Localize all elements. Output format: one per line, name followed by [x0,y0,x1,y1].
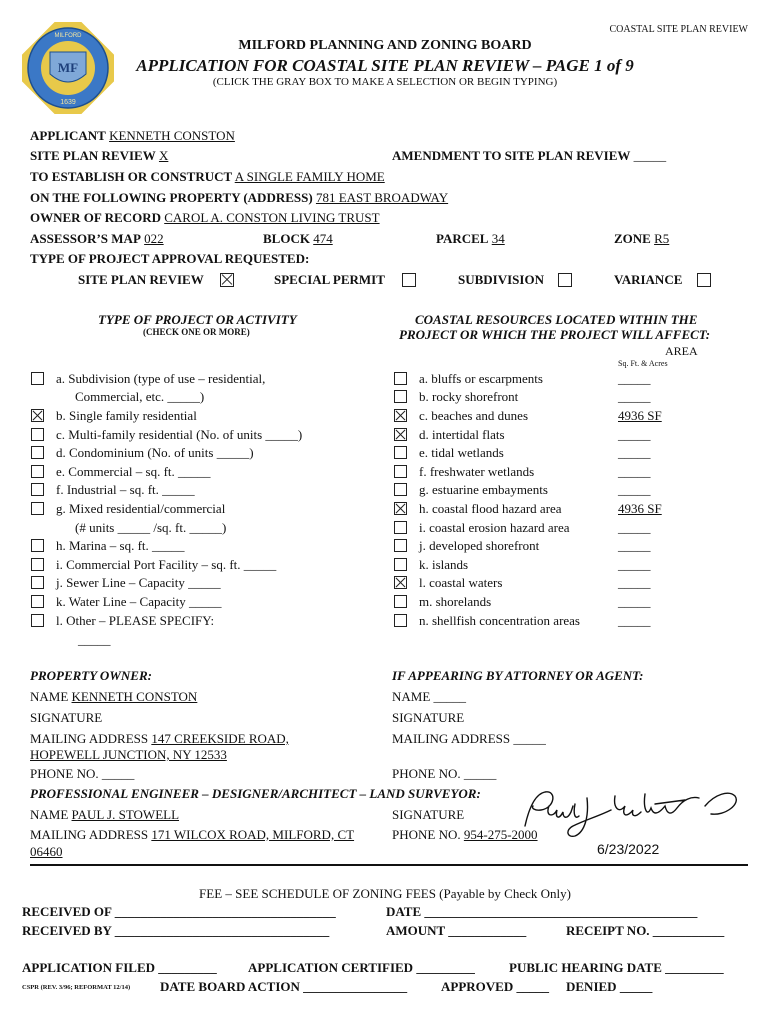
resource-b-label: b. rocky shorefront [419,389,519,404]
area-column-label: AREA [665,344,698,358]
engineer-signature[interactable] [515,786,745,842]
zone-label: ZONE [614,231,651,246]
owner-name-label: NAME [30,689,69,704]
engineer-signature-label: SIGNATURE [392,807,465,822]
approved-field[interactable]: APPROVED _____ [441,979,549,994]
engineer-address-line2[interactable]: 06460 [30,844,63,859]
project-f-label: f. Industrial – sq. ft. _____ [56,482,195,497]
agent-phone-field[interactable]: _____ [463,766,497,781]
property-address-label: ON THE FOLLOWING PROPERTY (ADDRESS) [30,190,313,205]
received-of-field[interactable]: RECEIVED OF __________________________________ [22,904,336,919]
form-revision-id: CSPR (REV. 3/96; REFORMAT 12/14) [22,984,131,991]
resource-n-checkbox[interactable] [394,614,407,627]
assessor-map-row [30,231,164,247]
property-address-row [30,190,448,206]
project-type-heading: TYPE OF PROJECT OR ACTIVITY [98,312,297,327]
owner-of-record-label: OWNER OF RECORD [30,210,161,225]
applicant-row [30,128,235,144]
block-row [263,231,333,247]
date-field[interactable]: DATE __________________________________________ [386,904,698,919]
resource-e-checkbox[interactable] [394,446,407,459]
agent-heading: IF APPEARING BY ATTORNEY OR AGENT: [392,668,644,683]
project-e-checkbox[interactable] [31,465,44,478]
resource-g-checkbox[interactable] [394,483,407,496]
resource-d-checkbox[interactable] [394,428,407,441]
agent-address-label: MAILING ADDRESS [392,731,511,746]
resource-c-checkbox[interactable] [394,409,407,422]
project-c-label: c. Multi-family residential (No. of units _____) [56,427,303,442]
amount-field[interactable]: AMOUNT ____________ [386,923,527,938]
receipt-no-field[interactable]: RECEIPT NO. ___________ [566,923,725,938]
agent-name-row [392,689,466,705]
parcel-row [436,231,505,247]
resource-g-label: g. estuarine embayments [419,482,548,497]
project-a-checkbox[interactable] [31,372,44,385]
amendment-row [392,148,666,164]
owner-address-row [30,731,289,747]
project-e-label: e. Commercial – sq. ft. _____ [56,464,211,479]
owner-address-line2[interactable]: HOPEWELL JUNCTION, NY 12533 [30,747,227,762]
coastal-resources-heading-1: COASTAL RESOURCES LOCATED WITHIN THE [415,312,698,327]
resource-a-area-field[interactable]: _____ [618,371,651,386]
resource-c-area-field[interactable]: 4936 SF [618,408,662,423]
approval-type-heading: TYPE OF PROJECT APPROVAL REQUESTED: [30,251,310,266]
owner-address-label: MAILING ADDRESS [30,731,149,746]
resource-d-label: d. intertidal flats [419,427,505,442]
property-address-field[interactable]: 781 EAST BROADWAY [315,190,449,205]
board-action-date-field[interactable]: DATE BOARD ACTION ________________ [160,979,408,994]
site-plan-review-field[interactable]: X [158,148,169,163]
establish-row [30,169,385,185]
resource-n-area-field[interactable]: _____ [618,613,651,628]
project-f-checkbox[interactable] [31,483,44,496]
owner-phone-row [30,766,134,782]
engineer-name-label: NAME [30,807,69,822]
board-name: MILFORD PLANNING AND ZONING BOARD [238,38,532,53]
approval-special-permit-label: SPECIAL PERMIT [274,272,385,287]
project-i-label: i. Commercial Port Facility – sq. ft. _____ [56,557,277,572]
project-g-checkbox[interactable] [31,502,44,515]
resource-g-area-field[interactable]: _____ [618,482,651,497]
resource-i-label: i. coastal erosion hazard area [419,520,570,535]
resource-k-label: k. islands [419,557,469,572]
resource-f-checkbox[interactable] [394,465,407,478]
approval-variance-checkbox[interactable] [697,273,711,287]
resource-i-area-field[interactable]: _____ [618,520,651,535]
agent-phone-label: PHONE NO. [392,766,461,781]
engineer-address-row [30,827,354,843]
page-title: APPLICATION FOR COASTAL SITE PLAN REVIEW – PAGE 1 of 9 [136,56,634,75]
engineer-address-field[interactable]: 171 WILCOX ROAD, MILFORD, CT [151,827,355,842]
resource-m-checkbox[interactable] [394,595,407,608]
application-certified-field[interactable]: APPLICATION CERTIFIED _________ [248,960,475,975]
applicant-field[interactable]: KENNETH CONSTON [109,128,235,143]
project-a-label-cont: Commercial, etc. _____) [75,389,205,404]
resource-l-area-field[interactable]: _____ [618,575,651,590]
approval-subdivision-label: SUBDIVISION [458,272,544,287]
resource-n-label: n. shellfish concentration areas [419,613,580,628]
parcel-label: PARCEL [436,231,489,246]
owner-of-record-field[interactable]: CAROL A. CONSTON LIVING TRUST [164,210,380,225]
application-filed-field[interactable]: APPLICATION FILED _________ [22,960,217,975]
resource-e-area-field[interactable]: _____ [618,445,651,460]
owner-address-field[interactable]: 147 CREEKSIDE ROAD, [151,731,289,746]
agent-address-field[interactable]: _____ [513,731,546,746]
resource-e-label: e. tidal wetlands [419,445,504,460]
resource-j-area-field[interactable]: _____ [618,538,651,553]
section-divider [30,864,748,866]
approval-site-plan-label: SITE PLAN REVIEW [78,272,204,287]
instruction-text: (CLICK THE GRAY BOX TO MAKE A SELECTION OR BEGIN TYPING) [212,76,558,88]
resource-m-label: m. shorelands [419,594,492,609]
zone-field[interactable]: R5 [654,231,670,246]
project-d-checkbox[interactable] [31,446,44,459]
project-c-checkbox[interactable] [31,428,44,441]
agent-phone-row [392,766,496,782]
resource-l-checkbox[interactable] [394,576,407,589]
resource-c-label: c. beaches and dunes [419,408,529,423]
resource-i-checkbox[interactable] [394,521,407,534]
project-d-label: d. Condominium (No. of units _____) [56,445,254,460]
svg-text:MF: MF [57,60,79,75]
agent-signature-label: SIGNATURE [392,710,465,725]
public-hearing-date-field[interactable]: PUBLIC HEARING DATE _________ [509,960,724,975]
resource-b-checkbox[interactable] [394,390,407,403]
amendment-field[interactable]: _____ [633,148,667,163]
agent-name-field[interactable]: _____ [433,689,467,704]
owner-name-row [30,689,197,705]
project-l-label: l. Other – PLEASE SPECIFY: [56,613,215,628]
applicant-label: APPLICANT [30,128,106,143]
resource-a-checkbox[interactable] [394,372,407,385]
owner-name-field[interactable]: KENNETH CONSTON [71,689,198,704]
engineer-name-field[interactable]: PAUL J. STOWELL [71,807,180,822]
project-k-label: k. Water Line – Capacity _____ [56,594,222,609]
owner-of-record-row [30,210,380,226]
signature-date: 6/23/2022 [597,841,660,857]
engineer-phone-label: PHONE NO. [392,827,461,842]
project-type-subheading: (CHECK ONE OR MORE) [143,327,250,337]
svg-text:1639: 1639 [60,99,76,106]
resource-j-checkbox[interactable] [394,539,407,552]
agent-name-label: NAME [392,689,431,704]
engineer-heading: PROFESSIONAL ENGINEER – DESIGNER/ARCHITECT – LAND SURVEYOR: [30,786,481,801]
project-b-checkbox[interactable] [31,409,44,422]
denied-field[interactable]: DENIED _____ [566,979,653,994]
agent-address-row [392,731,546,747]
project-h-label: h. Marina – sq. ft. _____ [56,538,185,553]
owner-phone-label: PHONE NO. [30,766,99,781]
block-label: BLOCK [263,231,310,246]
establish-label: TO ESTABLISH OR CONSTRUCT [30,169,233,184]
resource-l-label: l. coastal waters [419,575,503,590]
project-j-label: j. Sewer Line – Capacity _____ [56,575,221,590]
resource-h-checkbox[interactable] [394,502,407,515]
zone-row [614,231,669,247]
resource-h-label: h. coastal flood hazard area [419,501,562,516]
resource-h-area-field[interactable]: 4936 SF [618,501,662,516]
project-l-checkbox[interactable] [31,614,44,627]
approval-subdivision-checkbox[interactable] [558,273,572,287]
engineer-name-row [30,807,179,823]
site-plan-review-row [30,148,168,164]
project-b-label: b. Single family residential [56,408,197,423]
resource-a-label: a. bluffs or escarpments [419,371,543,386]
engineer-phone-field[interactable]: 954-275-2000 [463,827,538,842]
resource-f-label: f. freshwater wetlands [419,464,535,479]
project-g-label-cont: (# units _____ /sq. ft. _____) [75,520,227,535]
site-plan-review-label: SITE PLAN REVIEW [30,148,156,163]
resource-b-area-field[interactable]: _____ [618,389,651,404]
parcel-field[interactable]: 34 [491,231,505,246]
project-k-checkbox[interactable] [31,595,44,608]
received-by-field[interactable]: RECEIVED BY _________________________________ [22,923,330,938]
fee-note: FEE – SEE SCHEDULE OF ZONING FEES (Payable by Check Only) [199,886,571,901]
block-field[interactable]: 474 [313,231,333,246]
resource-f-area-field[interactable]: _____ [618,464,651,479]
amendment-label: AMENDMENT TO SITE PLAN REVIEW [392,148,631,163]
svg-text:MILFORD: MILFORD [54,33,82,39]
project-j-checkbox[interactable] [31,576,44,589]
property-owner-heading: PROPERTY OWNER: [30,668,152,683]
coastal-resources-heading-2: PROJECT OR WHICH THE PROJECT WILL AFFECT: [399,327,711,342]
approval-special-permit-checkbox[interactable] [402,273,416,287]
area-units-label: Sq. Ft. & Acres [618,359,668,368]
resource-k-area-field[interactable]: _____ [618,557,651,572]
owner-phone-field[interactable]: _____ [101,766,135,781]
resource-d-area-field[interactable]: _____ [618,427,651,442]
approval-site-plan-checkbox[interactable] [220,273,234,287]
assessor-map-field[interactable]: 022 [144,231,164,246]
project-i-checkbox[interactable] [31,558,44,571]
project-a-label: a. Subdivision (type of use – residential, [56,371,266,386]
project-other-field[interactable]: _____ [78,632,111,647]
engineer-address-label: MAILING ADDRESS [30,827,149,842]
owner-signature-label: SIGNATURE [30,710,103,725]
establish-field[interactable]: A SINGLE FAMILY HOME [234,169,385,184]
approval-variance-label: VARIANCE [614,272,683,287]
form-code-label: COASTAL SITE PLAN REVIEW [609,24,748,35]
resource-j-label: j. developed shorefront [419,538,540,553]
resource-m-area-field[interactable]: _____ [618,594,651,609]
project-g-label: g. Mixed residential/commercial [56,501,226,516]
resource-k-checkbox[interactable] [394,558,407,571]
project-h-checkbox[interactable] [31,539,44,552]
assessor-map-label: ASSESSOR’S MAP [30,231,141,246]
